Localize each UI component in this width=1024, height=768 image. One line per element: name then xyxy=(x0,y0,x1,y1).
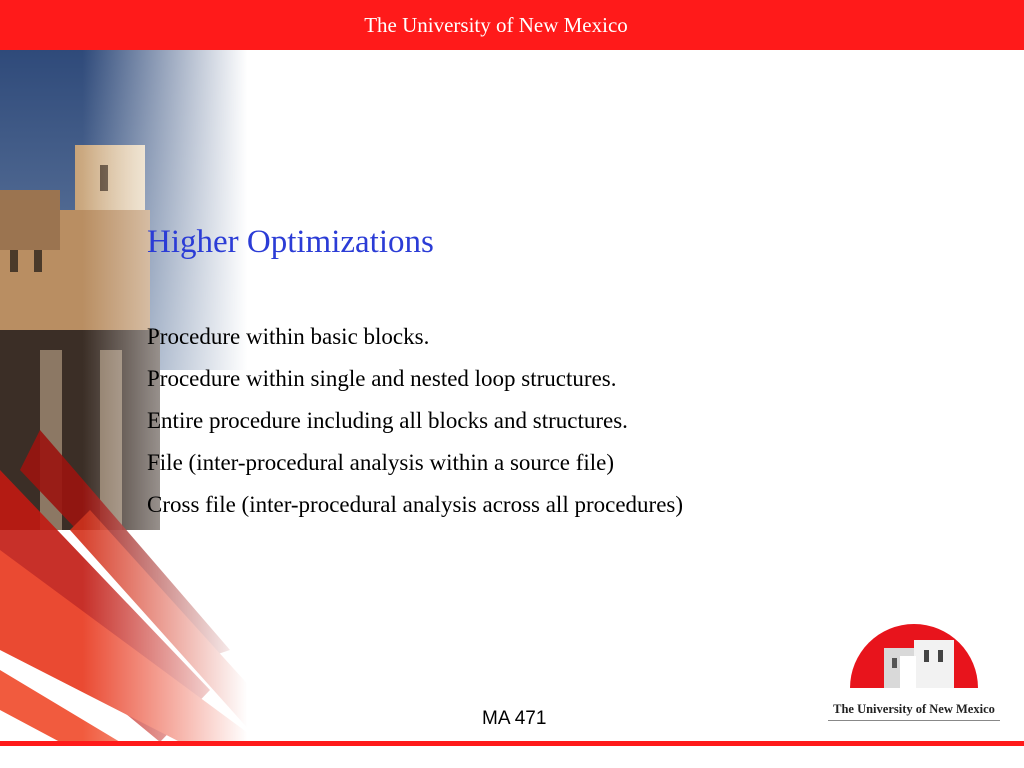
footer-bar xyxy=(0,741,1024,746)
bullet-list xyxy=(147,316,683,526)
course-label: MA 471 xyxy=(482,708,547,729)
header-bar xyxy=(0,0,1024,50)
logo-divider xyxy=(828,720,1000,721)
list-item: Entire procedure including all blocks and structures. xyxy=(147,408,628,433)
list-item: Cross file (inter-procedural analysis across all procedures) xyxy=(147,492,684,517)
university-logo xyxy=(826,618,1002,728)
logo-text: The University of New Mexico xyxy=(833,702,995,716)
header-title: The University of New Mexico xyxy=(364,12,628,37)
logo-building-icon xyxy=(848,618,980,694)
list-item: File (inter-procedural analysis within a source file) xyxy=(147,450,615,475)
list-item: Procedure within single and nested loop structures. xyxy=(147,366,617,391)
slide-title: Higher Optimizations xyxy=(147,224,434,260)
list-item: Procedure within basic blocks. xyxy=(147,324,430,349)
